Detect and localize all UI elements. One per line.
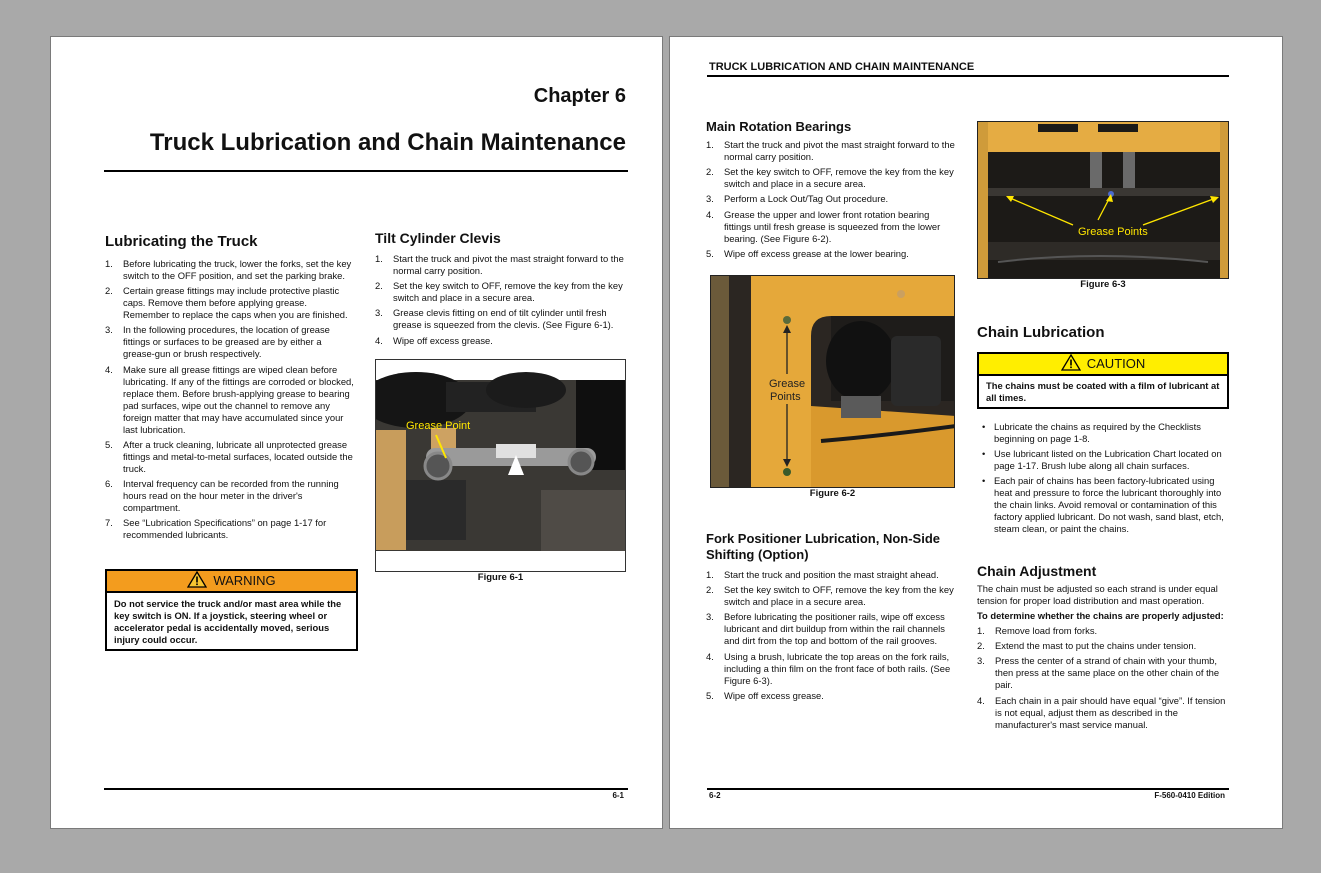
page-number: 6-1 [612, 791, 624, 800]
chain-adjustment-subheading: To determine whether the chains are properly adjusted: [977, 610, 1224, 621]
right-page [669, 36, 1283, 829]
caution-box [977, 352, 1229, 409]
caution-text: The chains must be coated with a film of lubricant at all times. [986, 380, 1220, 403]
list-item: 4. Grease the upper and lower front rotation bearing fittings until fresh grease is squeezed from the lower bearing. (See Figure 6-2). [706, 208, 941, 244]
list-item: 2. Certain grease fittings may include protective plastic caps. Remove them before applying grease. Remember to replace the caps when you are finished. [105, 285, 348, 321]
chain-lubrication-section [977, 324, 1231, 341]
footer-rule [104, 788, 628, 790]
list-item: 2. Set the key switch to OFF, remove the key from the key switch and place in a secure area. [706, 166, 954, 190]
list-item: 5. Wipe off excess grease at the lower bearing. [706, 247, 909, 259]
list-item: • Use lubricant listed on the Lubrication Chart located on page 1-17. Brush lube along all chain surfaces. [977, 448, 1232, 472]
fork-positioner-list [706, 569, 962, 702]
warning-label: WARNING [213, 573, 276, 588]
footer-rule [707, 788, 1229, 790]
fork-positioner-section [706, 531, 962, 705]
chapter-title: Truck Lubrication and Chain Maintenance [149, 129, 626, 156]
figure-6-1 [375, 359, 626, 572]
list-item: 7. See “Lubrication Specifications” on page 1-17 for recommended lubricants. [105, 517, 327, 541]
tilt-heading: Tilt Cylinder Clevis [375, 230, 501, 246]
caution-triangle-icon [1061, 354, 1081, 371]
warning-triangle-icon [187, 571, 207, 588]
list-item: 3. Before lubricating the positioner rails, wipe off excess lubricant and dirt buildup from within the rail channels and dirt from the top and bottom of the rail grooves. [706, 611, 945, 647]
list-item: 1. Start the truck and position the mast straight ahead. [706, 569, 939, 580]
figure-6-1-photo [376, 360, 626, 572]
lubricating-section [105, 233, 355, 544]
main-rotation-list [706, 139, 958, 260]
list-item: 2. Set the key switch to OFF, remove the key from the key switch and place in a secure area. [706, 584, 954, 608]
grease-points-label-line2: Points [770, 391, 801, 403]
running-header: TRUCK LUBRICATION AND CHAIN MAINTENANCE [709, 61, 975, 73]
tilt-section [375, 230, 629, 350]
fork-positioner-heading: Fork Positioner Lubrication, Non-Side Shifting (Option) [706, 531, 941, 562]
figure-6-3-caption: Figure 6-3 [1080, 279, 1126, 290]
grease-points-label-line1: Grease [769, 378, 806, 390]
list-item: 3. Grease clevis fitting on end of tilt cylinder until fresh grease is squeezed from the clevis. (See Figure 6-1). [375, 307, 614, 331]
list-item: 1. Before lubricating the truck, lower the forks, set the key switch to the OFF position, and set the parking brake. [105, 258, 352, 281]
list-item: 2. Set the key switch to OFF, remove the key from the key switch and place in a secure area. [375, 280, 623, 304]
list-item: 1. Start the truck and pivot the mast straight forward to the normal carry position. [706, 139, 955, 162]
tilt-list [375, 253, 629, 347]
list-item: 1. Remove load from forks. [977, 625, 1098, 636]
list-item: 6. Interval frequency can be recorded from the running hours read on the hour meter in the driver's compartment. [105, 477, 339, 513]
left-page [50, 36, 663, 829]
list-item: 3. Perform a Lock Out/Tag Out procedure. [706, 193, 889, 205]
page-number: 6-2 [709, 791, 721, 800]
caution-label: CAUTION [1086, 356, 1146, 371]
chain-lubrication-bullets [977, 421, 1232, 539]
list-item: 4. Using a brush, lubricate the top areas on the fork rails, including a thin film on the front face of both rails. (See Figure 6-3). [706, 650, 951, 686]
edition-label: F-560-0410 Edition [1154, 791, 1225, 800]
warning-bar [107, 571, 356, 593]
figure-6-2 [710, 275, 955, 488]
chain-adjustment-section [977, 563, 1233, 734]
list-item: 3. In the following procedures, the location of grease fittings or surfaces to be greased are by either a grease-gun or brush respectively. [105, 324, 330, 360]
main-rotation-section [706, 119, 958, 263]
list-item: 2. Extend the mast to put the chains under tension. [977, 640, 1197, 652]
title-rule [104, 170, 628, 172]
chapter-label: Chapter 6 [533, 85, 626, 107]
warning-text: Do not service the truck and/or mast area while the key switch is ON. If a joystick, steering wheel or accelerator pedal is accidentally moved, serious injury could occur. [114, 598, 342, 645]
main-rotation-heading: Main Rotation Bearings [706, 119, 852, 134]
list-item: 5. After a truck cleaning, lubricate all unprotected grease fittings and metal-to-metal surfaces, located outside the truck. [105, 438, 353, 474]
figure-6-1-caption: Figure 6-1 [477, 572, 524, 583]
list-item: 4. Each chain in a pair should have equal “give”. If tension is not equal, adjust them as described in the manufacturer's mast service manual. [977, 694, 1226, 730]
chain-adjustment-list [977, 625, 1233, 731]
caution-bar [979, 354, 1227, 376]
warning-box [105, 569, 358, 651]
chain-adjustment-intro: The chain must be adjusted so each strand is under equal tension for proper load distribution and mast operation. [977, 583, 1218, 606]
chain-adjustment-heading: Chain Adjustment [977, 563, 1097, 579]
figure-6-3-photo [978, 122, 1229, 279]
figure-6-2-photo [711, 276, 955, 488]
list-item: 4. Make sure all grease fittings are wiped clean before lubricating. If any of the fittings are corroded or blocked, replace them. Before brush-applying grease to bearing pad surfaces, wipe out the channel to remove any foreign matter that may have accumulated since your last lubrication. [105, 363, 354, 435]
list-item: 4. Wipe off excess grease. [375, 334, 493, 346]
list-item: 3. Press the center of a strand of chain with your thumb, then press at the same place on the other chain of the pair. [977, 655, 1220, 691]
list-item: • Lubricate the chains as required by the Checklists beginning on page 1-8. [977, 421, 1232, 445]
grease-points-fig3-label: Grease Points [1078, 226, 1148, 238]
lubricating-heading: Lubricating the Truck [105, 233, 258, 250]
list-item: • Each pair of chains has been factory-lubricated using heat and pressure to force the lubricant thoroughly into the chain links. Avoid removal or contamination of this factory applied lubricant. Do not wash, sand blast, etch, steam clean, or paint the chains. [977, 475, 1232, 535]
list-item: 5. Wipe off excess grease. [706, 689, 824, 701]
figure-6-3 [977, 121, 1229, 279]
figure-6-2-caption: Figure 6-2 [809, 488, 856, 499]
header-rule [707, 75, 1229, 77]
chain-lubrication-heading: Chain Lubrication [977, 324, 1105, 341]
lubricating-list [105, 258, 355, 541]
list-item: 1. Start the truck and pivot the mast straight forward to the normal carry position. [375, 253, 624, 276]
grease-point-label: Grease Point [406, 420, 471, 432]
